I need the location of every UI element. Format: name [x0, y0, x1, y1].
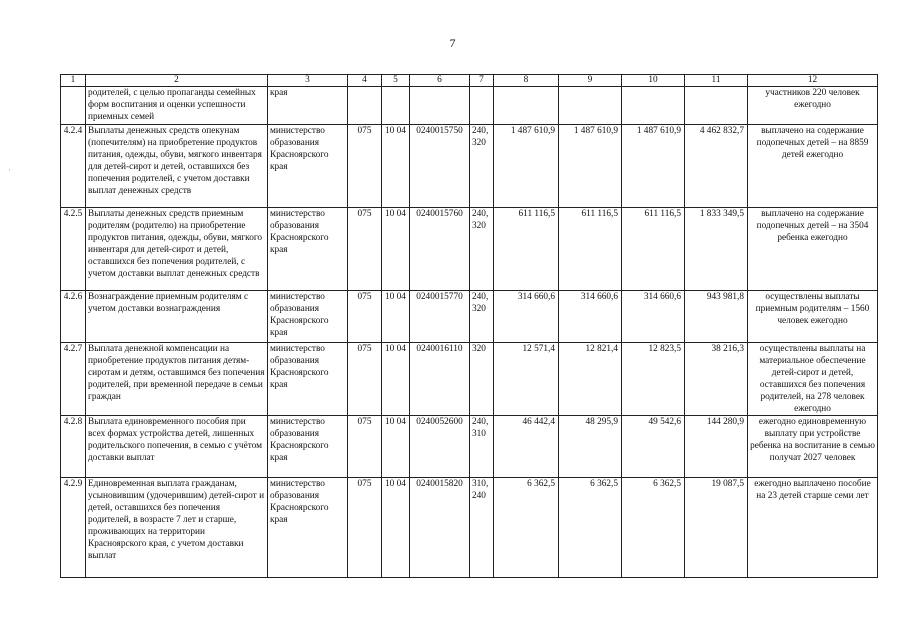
column-number-row — [61, 75, 878, 87]
amount-year-3: 12 823,5 — [622, 343, 685, 416]
section-code: 10 04 — [382, 208, 410, 291]
amount-year-2 — [559, 87, 622, 125]
expense-type: 240, 320 — [470, 291, 494, 343]
budget-table — [60, 74, 878, 578]
expense-type: 320 — [470, 343, 494, 416]
column-header: 11 — [685, 75, 748, 87]
table-row — [61, 416, 878, 478]
amount-year-3: 1 487 610,9 — [622, 125, 685, 208]
expense-type — [470, 87, 494, 125]
amount-year-1 — [494, 87, 559, 125]
admin-code — [348, 87, 382, 125]
table-row — [61, 87, 878, 125]
target-code: 0240015760 — [410, 208, 470, 291]
target-code: 0240015750 — [410, 125, 470, 208]
measure-name: Выплата денежной компенсации на приобретение продуктов питания детям-сиротам и детям, оставшимся без попечения родителей, при временной передаче в семьи граждан — [86, 343, 268, 416]
amount-total: 38 216,3 — [685, 343, 748, 416]
table-row — [61, 478, 878, 578]
table-row — [61, 291, 878, 343]
amount-year-1: 46 442,4 — [494, 416, 559, 478]
admin-code: 075 — [348, 478, 382, 578]
amount-year-2: 6 362,5 — [559, 478, 622, 578]
column-header: 4 — [348, 75, 382, 87]
target-code: 0240015770 — [410, 291, 470, 343]
amount-year-3: 611 116,5 — [622, 208, 685, 291]
margin-mark: · — [8, 165, 11, 175]
expense-type: 310, 240 — [470, 478, 494, 578]
measure-name: родителей, с целью пропаганды семейных форм воспитания и оценки успешности приемных семей — [86, 87, 268, 125]
admin-code: 075 — [348, 125, 382, 208]
column-header: 10 — [622, 75, 685, 87]
amount-total: 943 981,8 — [685, 291, 748, 343]
responsible-agency: министерство образования Красноярского края — [268, 291, 348, 343]
responsible-agency: министерство образования Красноярского края — [268, 208, 348, 291]
column-header: 7 — [470, 75, 494, 87]
amount-total: 1 833 349,5 — [685, 208, 748, 291]
column-header: 5 — [382, 75, 410, 87]
row-id: 4.2.8 — [61, 416, 86, 478]
amount-year-3: 49 542,6 — [622, 416, 685, 478]
table-row — [61, 125, 878, 208]
expected-result: выплачено на содержание подопечных детей – на 3504 ребенка ежегодно — [748, 208, 878, 291]
amount-year-2: 611 116,5 — [559, 208, 622, 291]
responsible-agency: министерство образования Красноярского края — [268, 343, 348, 416]
amount-year-1: 1 487 610,9 — [494, 125, 559, 208]
measure-name: Выплаты денежных средств опекунам (попечителям) на приобретение продуктов питания, одежды, обуви, мягкого инвентаря для детей-сирот и детей, оставшихся без попечения родителей, с учетом доставки выплат денежных средств — [86, 125, 268, 208]
expected-result: участников 220 человек ежегодно — [748, 87, 878, 125]
column-header: 2 — [86, 75, 268, 87]
responsible-agency: министерство образования Красноярского края — [268, 125, 348, 208]
table-row — [61, 343, 878, 416]
row-id: 4.2.7 — [61, 343, 86, 416]
amount-year-3: 314 660,6 — [622, 291, 685, 343]
amount-year-1: 611 116,5 — [494, 208, 559, 291]
section-code: 10 04 — [382, 416, 410, 478]
amount-year-3: 6 362,5 — [622, 478, 685, 578]
column-header: 8 — [494, 75, 559, 87]
amount-year-3 — [622, 87, 685, 125]
measure-name: Единовременная выплата гражданам, усыновившим (удочерившим) детей-сирот и детей, оставшихся без попечения родителей, в возрасте 7 лет и старше, проживающих на территории Красноярского края, с учетом доставки выплат — [86, 478, 268, 578]
row-id: 4.2.5 — [61, 208, 86, 291]
amount-year-1: 6 362,5 — [494, 478, 559, 578]
amount-total: 19 087,5 — [685, 478, 748, 578]
expected-result: ежегодно выплачено пособие на 23 детей старше семи лет — [748, 478, 878, 578]
expected-result: осуществлены выплаты приемным родителям – 1560 человек ежегодно — [748, 291, 878, 343]
section-code: 10 04 — [382, 291, 410, 343]
expected-result: ежегодно единовременную выплату при устройстве ребенка на воспитание в семью получат 2027 человек — [748, 416, 878, 478]
table-row — [61, 208, 878, 291]
target-code: 0240015820 — [410, 478, 470, 578]
amount-year-1: 12 571,4 — [494, 343, 559, 416]
measure-name: Вознаграждение приемным родителям с учетом доставки вознаграждения — [86, 291, 268, 343]
amount-year-1: 314 660,6 — [494, 291, 559, 343]
column-header: 12 — [748, 75, 878, 87]
amount-year-2: 12 821,4 — [559, 343, 622, 416]
section-code: 10 04 — [382, 478, 410, 578]
target-code: 0240052600 — [410, 416, 470, 478]
admin-code: 075 — [348, 208, 382, 291]
row-id: 4.2.4 — [61, 125, 86, 208]
amount-total: 144 280,9 — [685, 416, 748, 478]
column-header: 1 — [61, 75, 86, 87]
expected-result: выплачено на содержание подопечных детей – на 8859 детей ежегодно — [748, 125, 878, 208]
expected-result: осуществлены выплаты на материальное обеспечение детей-сирот и детей, оставшихся без попечения родителей, на 278 человек ежегодно — [748, 343, 878, 416]
expense-type: 240, 320 — [470, 208, 494, 291]
row-id — [61, 87, 86, 125]
column-header: 9 — [559, 75, 622, 87]
responsible-agency: министерство образования Красноярского края — [268, 478, 348, 578]
section-code: 10 04 — [382, 125, 410, 208]
admin-code: 075 — [348, 291, 382, 343]
row-id: 4.2.9 — [61, 478, 86, 578]
admin-code: 075 — [348, 343, 382, 416]
page-number: 7 — [449, 36, 456, 50]
section-code: 10 04 — [382, 343, 410, 416]
responsible-agency: министерство образования Красноярского края — [268, 416, 348, 478]
target-code — [410, 87, 470, 125]
amount-year-2: 48 295,9 — [559, 416, 622, 478]
responsible-agency: края — [268, 87, 348, 125]
expense-type: 240, 320 — [470, 125, 494, 208]
target-code: 0240016110 — [410, 343, 470, 416]
column-header: 6 — [410, 75, 470, 87]
row-id: 4.2.6 — [61, 291, 86, 343]
amount-year-2: 1 487 610,9 — [559, 125, 622, 208]
section-code — [382, 87, 410, 125]
amount-total: 4 462 832,7 — [685, 125, 748, 208]
expense-type: 240, 310 — [470, 416, 494, 478]
measure-name: Выплаты денежных средств приемным родителям (родителю) на приобретение продуктов питания, одежды, обуви, мягкого инвентаря для детей-сирот и детей, оставшихся без попечения родителей, с учетом доставки выплат денежных средств — [86, 208, 268, 291]
amount-total — [685, 87, 748, 125]
column-header: 3 — [268, 75, 348, 87]
amount-year-2: 314 660,6 — [559, 291, 622, 343]
admin-code: 075 — [348, 416, 382, 478]
measure-name: Выплата единовременного пособия при всех формах устройства детей, лишенных родительского попечения, в семью с учётом доставки выплат — [86, 416, 268, 478]
